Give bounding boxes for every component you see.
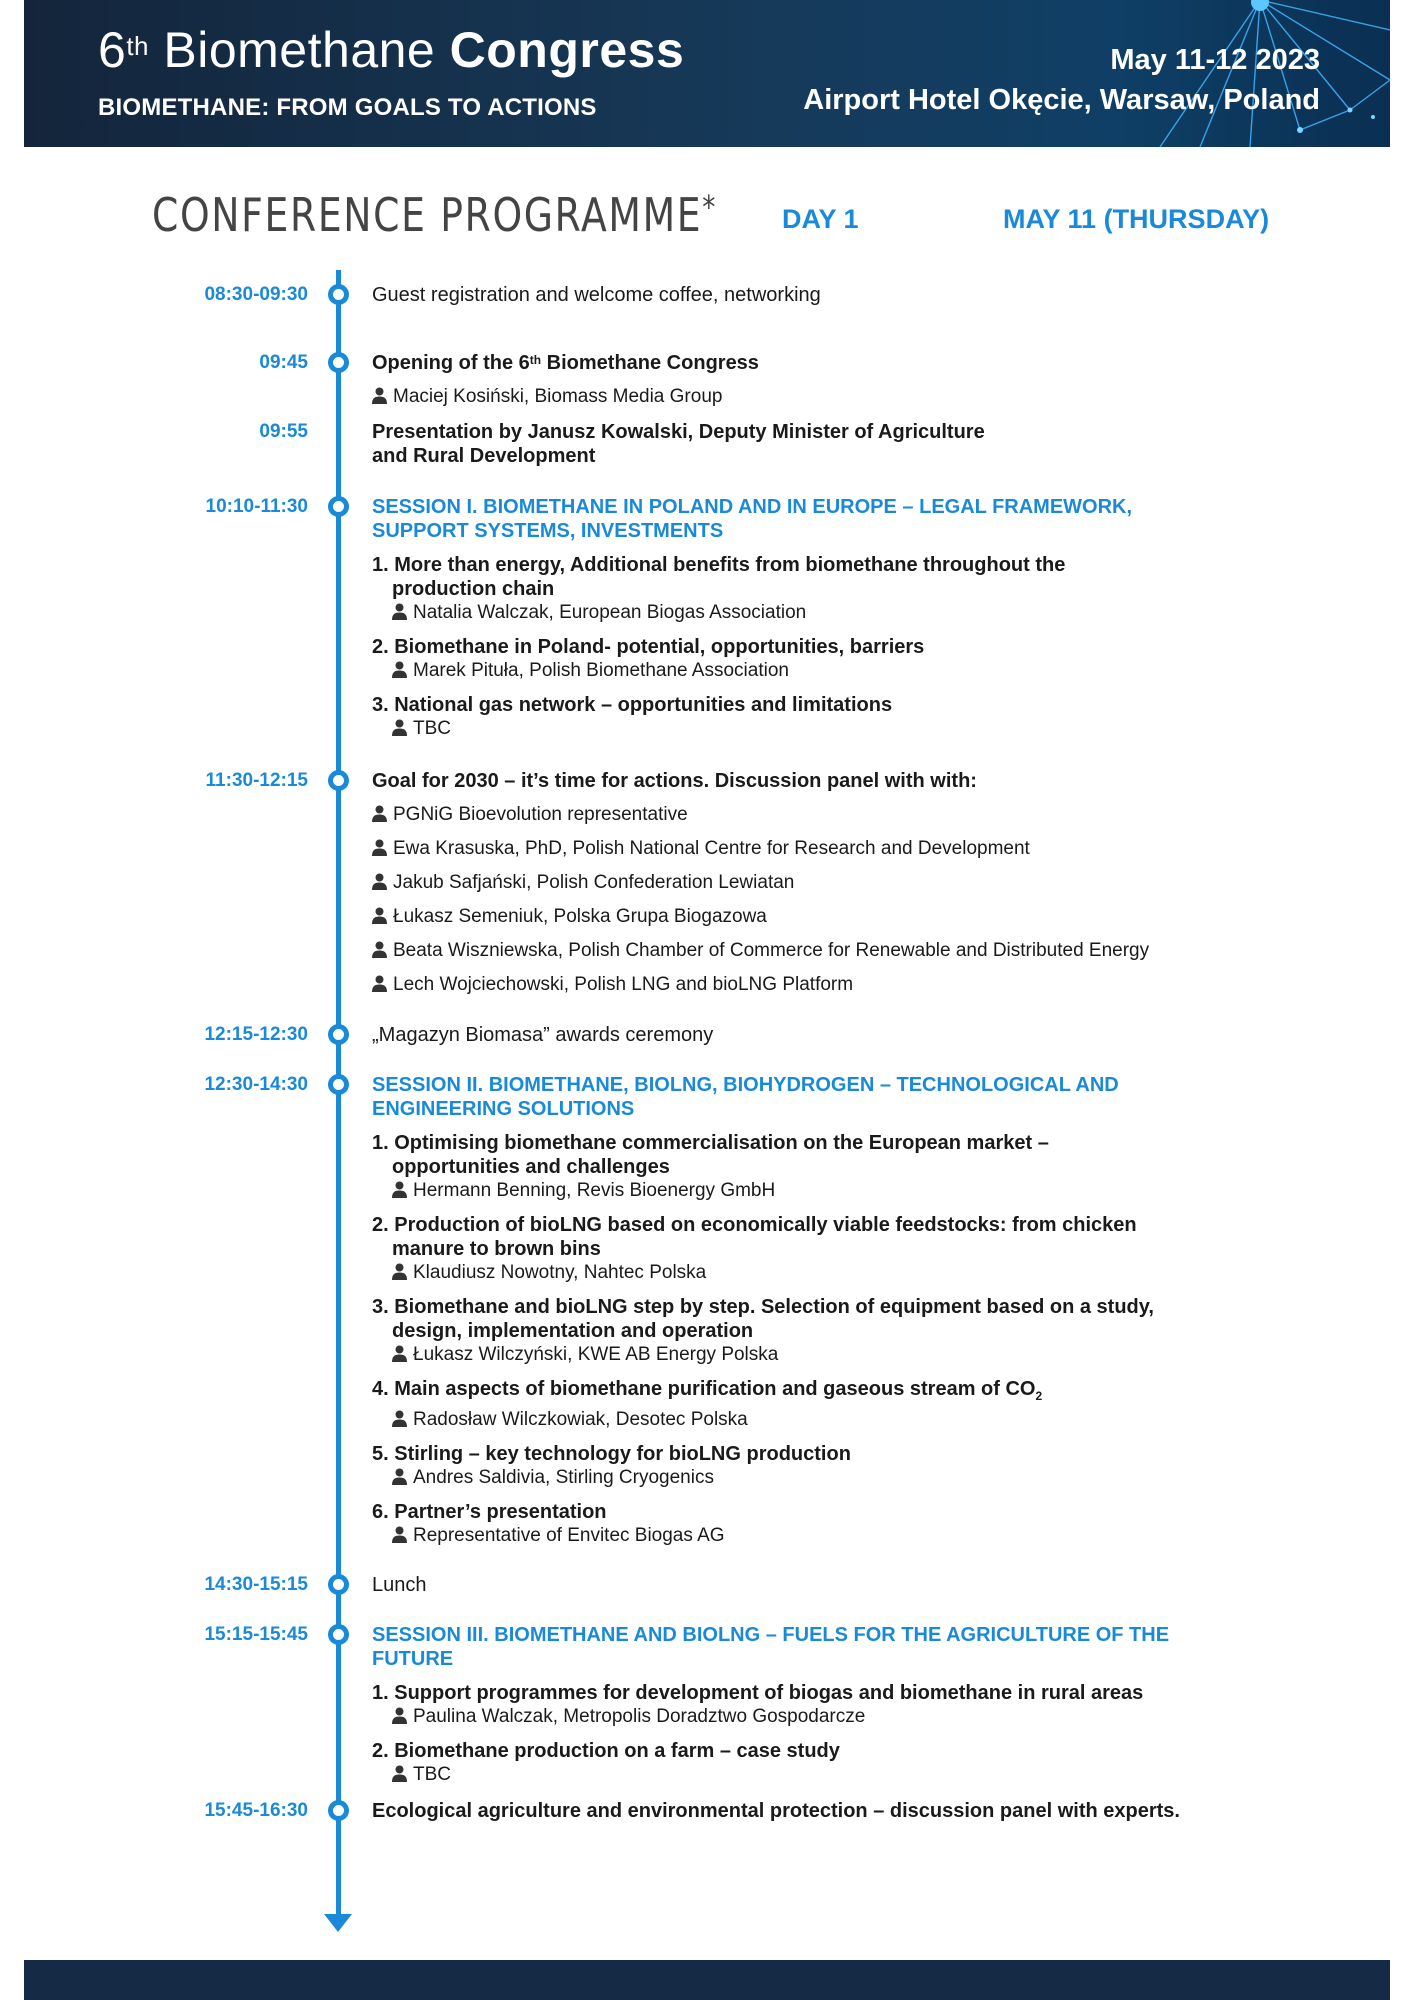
programme-heading: CONFERENCE PROGRAMME* [152, 188, 718, 242]
event-venue: Airport Hotel Okęcie, Warsaw, Poland [803, 84, 1320, 116]
speaker: Natalia Walczak, European Biogas Association [372, 601, 1382, 625]
panelist: Beata Wiszniewska, Polish Chamber of Commerce for Renewable and Distributed Energy [372, 939, 1382, 963]
talk-title: production chain [392, 578, 555, 600]
agenda-item: „Magazyn Biomasa” awards ceremony [372, 1024, 714, 1046]
talk-title: 3. National gas network – opportunities and limitations [372, 694, 893, 716]
time-slot: 12:15-12:30 [204, 1024, 308, 1045]
person-icon [372, 975, 387, 992]
panelist: Jakub Safjański, Polish Confederation Lewiatan [372, 871, 1382, 895]
agenda-title-line: and Rural Development [372, 445, 596, 467]
talk-title: opportunities and challenges [392, 1156, 670, 1178]
timeline-arrow-icon [324, 1914, 352, 1932]
time-slot: 14:30-15:15 [204, 1574, 308, 1595]
talk-title: 6. Partner’s presentation [372, 1501, 607, 1523]
discussion-panel [372, 769, 1382, 997]
person-icon [392, 1765, 407, 1782]
timeline-dot [328, 1024, 349, 1045]
person-icon [372, 941, 387, 958]
person-icon [372, 907, 387, 924]
person-icon [392, 1410, 407, 1427]
timeline-dot [328, 284, 349, 305]
person-icon [392, 1181, 407, 1198]
agenda-item: Ecological agriculture and environmental protection – discussion panel with experts. [372, 1800, 1180, 1822]
timeline-dot [328, 352, 349, 373]
day-date: MAY 11 (THURSDAY) [1003, 204, 1270, 234]
person-icon [372, 805, 387, 822]
talk-title: 1. Optimising biomethane commercialisation on the European market – [372, 1132, 1049, 1154]
person-icon [392, 661, 407, 678]
session-title: FUTURE [372, 1648, 454, 1670]
panelist: PGNiG Bioevolution representative [372, 803, 1382, 827]
speaker: Andres Saldivia, Stirling Cryogenics [372, 1466, 1382, 1490]
header-banner [24, 0, 1390, 147]
footer-bar [24, 1960, 1390, 2000]
day-label: DAY 1 [782, 204, 859, 234]
talk-title: design, implementation and operation [392, 1320, 754, 1342]
person-icon [372, 387, 387, 404]
event-date: May 11-12 2023 [1110, 44, 1320, 76]
time-slot: 09:55 [259, 421, 308, 442]
talk-title: 2. Biomethane in Poland- potential, opportunities, barriers [372, 636, 925, 658]
speaker: Łukasz Wilczyński, KWE AB Energy Polska [372, 1343, 1382, 1367]
session-title: SUPPORT SYSTEMS, INVESTMENTS [372, 520, 724, 542]
speaker: Representative of Envitec Biogas AG [372, 1524, 1382, 1548]
time-slot: 10:10-11:30 [205, 496, 308, 517]
session-2 [372, 1073, 1382, 1548]
session-title: SESSION I. BIOMETHANE IN POLAND AND IN EUROPE – LEGAL FRAMEWORK, [372, 496, 1133, 518]
session-title: SESSION II. BIOMETHANE, BIOLNG, BIOHYDROGEN – TECHNOLOGICAL AND [372, 1074, 1119, 1096]
talk-title: 3. Biomethane and bioLNG step by step. Selection of equipment based on a study, [372, 1296, 1154, 1318]
speaker: Radosław Wilczkowiak, Desotec Polska [372, 1408, 1382, 1432]
time-slot: 08:30-09:30 [204, 284, 308, 305]
speaker: TBC [372, 717, 1382, 741]
agenda-item [372, 420, 1382, 468]
time-slot: 11:30-12:15 [205, 770, 308, 791]
timeline-dot [328, 1574, 349, 1595]
speaker: TBC [372, 1763, 1382, 1787]
session-title: SESSION III. BIOMETHANE AND BIOLNG – FUELS FOR THE AGRICULTURE OF THE [372, 1624, 1170, 1646]
timeline-dot [328, 1074, 349, 1095]
panelist: Łukasz Semeniuk, Polska Grupa Biogazowa [372, 905, 1382, 929]
session-title: ENGINEERING SOLUTIONS [372, 1098, 635, 1120]
timeline-dot [328, 1624, 349, 1645]
congress-subtitle: BIOMETHANE: FROM GOALS TO ACTIONS [98, 94, 597, 121]
timeline-dot [328, 496, 349, 517]
talk-title: 4. Main aspects of biomethane purification and gaseous stream of $CO_2$ [372, 1378, 1043, 1403]
talk-title: 2. Production of bioLNG based on economically viable feedstocks: from chicken [372, 1214, 1137, 1236]
speaker: Maciej Kosiński, Biomass Media Group [372, 385, 1382, 409]
person-icon [392, 1468, 407, 1485]
agenda-item [372, 351, 1382, 409]
panelist: Ewa Krasuska, PhD, Polish National Centre for Research and Development [372, 837, 1382, 861]
speaker: Hermann Benning, Revis Bioenergy GmbH [372, 1179, 1382, 1203]
person-icon [392, 1707, 407, 1724]
person-icon [372, 873, 387, 890]
talk-title: 1. More than energy, Additional benefits from biomethane throughout the [372, 554, 1066, 576]
talk-title: 1. Support programmes for development of biogas and biomethane in rural areas [372, 1682, 1144, 1704]
speaker: Klaudiusz Nowotny, Nahtec Polska [372, 1261, 1382, 1285]
session-3 [372, 1623, 1382, 1787]
session-1 [372, 495, 1382, 741]
speaker: Paulina Walczak, Metropolis Doradztwo Gospodarcze [372, 1705, 1382, 1729]
person-icon [392, 1345, 407, 1362]
agenda-title: Opening of the 6th Biomethane Congress [372, 352, 759, 374]
timeline-dot [328, 1800, 349, 1821]
person-icon [392, 1526, 407, 1543]
person-icon [372, 839, 387, 856]
time-slot: 09:45 [259, 352, 308, 373]
congress-title: 6th Biomethane Congress [98, 22, 685, 78]
panelist: Lech Wojciechowski, Polish LNG and bioLNG Platform [372, 973, 1382, 997]
timeline-line [336, 270, 341, 1920]
person-icon [392, 1263, 407, 1280]
time-slot: 15:45-16:30 [204, 1800, 308, 1821]
person-icon [392, 603, 407, 620]
agenda-title: Goal for 2030 – it’s time for actions. Discussion panel with with: [372, 770, 977, 792]
talk-title: 2. Biomethane production on a farm – case study [372, 1740, 840, 1762]
agenda-title-line: Presentation by Janusz Kowalski, Deputy Minister of Agriculture [372, 421, 985, 443]
time-slot: 12:30-14:30 [204, 1074, 308, 1095]
speaker: Marek Pituła, Polish Biomethane Association [372, 659, 1382, 683]
agenda-item: Lunch [372, 1574, 427, 1596]
time-slot: 15:15-15:45 [204, 1624, 308, 1645]
person-icon [392, 719, 407, 736]
timeline-dot [328, 770, 349, 791]
talk-title: 5. Stirling – key technology for bioLNG production [372, 1443, 851, 1465]
talk-title: manure to brown bins [392, 1238, 601, 1260]
agenda-item: Guest registration and welcome coffee, networking [372, 284, 821, 306]
